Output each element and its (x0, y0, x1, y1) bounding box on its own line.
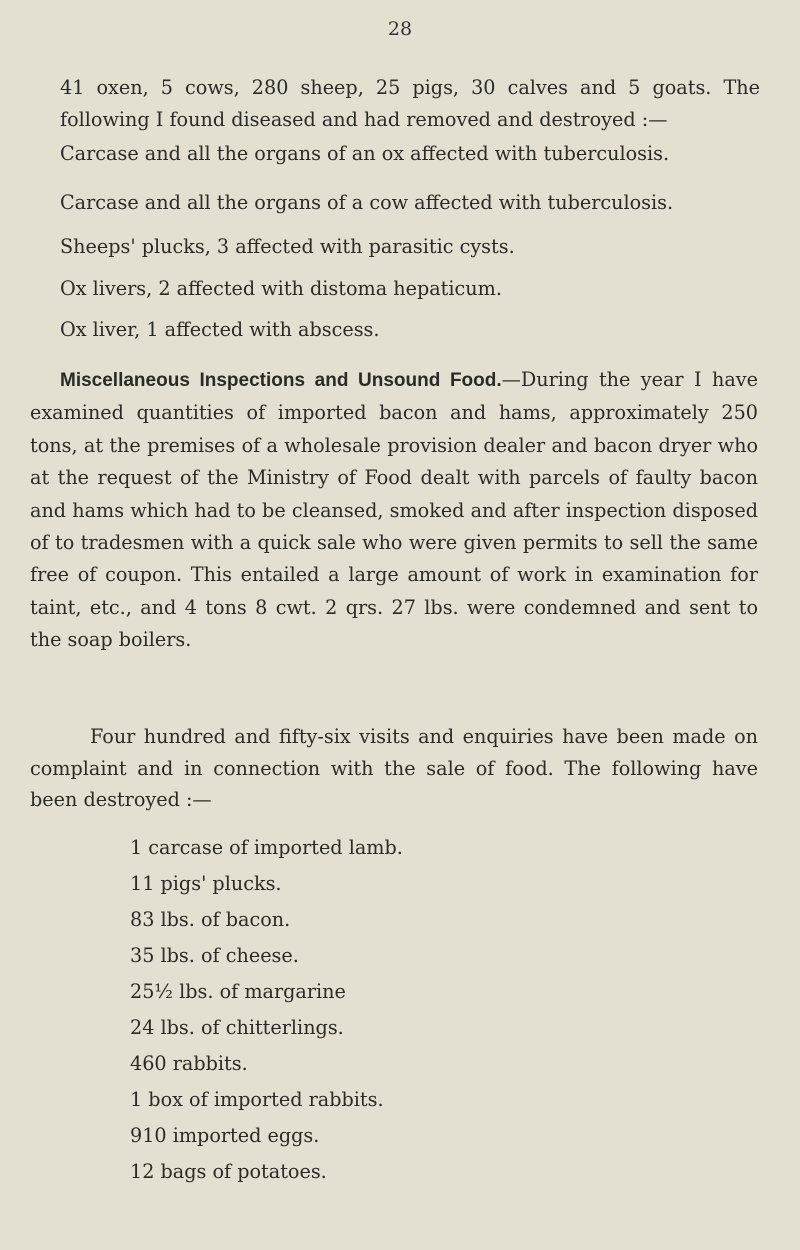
intro-line-2: following I found diseased and had removed and destroyed :— (60, 108, 668, 132)
visits-paragraph: Four hundred and fifty-six visits and enquiries have been made on complaint and in connection with the sale of food. The following have been destroyed :— (30, 725, 758, 811)
list-item: Carcase and all the organs of an ox affected with tuberculosis. (60, 142, 670, 165)
list-item: Sheeps' plucks, 3 affected with parasitic cysts. (60, 235, 515, 258)
list-item: 25½ lbs. of margarine (130, 980, 346, 1003)
misc-inspections-paragraph (30, 364, 758, 657)
misc-body: —During the year I have examined quantities of imported bacon and hams, approximately 250 tons, at the premises of a wholesale provision dealer and bacon dryer who at the request of the Ministry of Food dealt with parcels of faulty bacon and hams which had to be cleansed, smoked and after inspection disposed of to tradesmen with a quick sale who were given permits to sell the same free of coupon. This entailed a large amount of work in examination for taint, etc., and 4 tons 8 cwt. 2 qrs. 27 lbs. were condemned and sent to the soap boilers. (30, 368, 759, 652)
list-item: 460 rabbits. (130, 1052, 248, 1075)
list-item: 35 lbs. of cheese. (130, 944, 299, 967)
page-number: 28 (387, 18, 413, 40)
list-item: 910 imported eggs. (130, 1124, 320, 1147)
list-item: 24 lbs. of chitterlings. (130, 1016, 344, 1039)
intro-paragraph (60, 72, 760, 136)
list-item: Carcase and all the organs of a cow affected with tuberculosis. (60, 191, 674, 214)
list-item: Ox livers, 2 affected with distoma hepaticum. (60, 277, 502, 300)
section-heading: Miscellaneous Inspections and Unsound Food. (60, 370, 502, 391)
list-item: 12 bags of potatoes. (130, 1160, 327, 1183)
list-item: 1 box of imported rabbits. (130, 1088, 384, 1111)
list-item: Ox liver, 1 affected with abscess. (60, 318, 380, 341)
list-item: 1 carcase of imported lamb. (130, 836, 403, 859)
list-item: 11 pigs' plucks. (130, 872, 282, 895)
list-item: 83 lbs. of bacon. (130, 908, 291, 931)
intro-line-1: 41 oxen, 5 cows, 280 sheep, 25 pigs, 30 calves and 5 goats. The (60, 76, 760, 99)
